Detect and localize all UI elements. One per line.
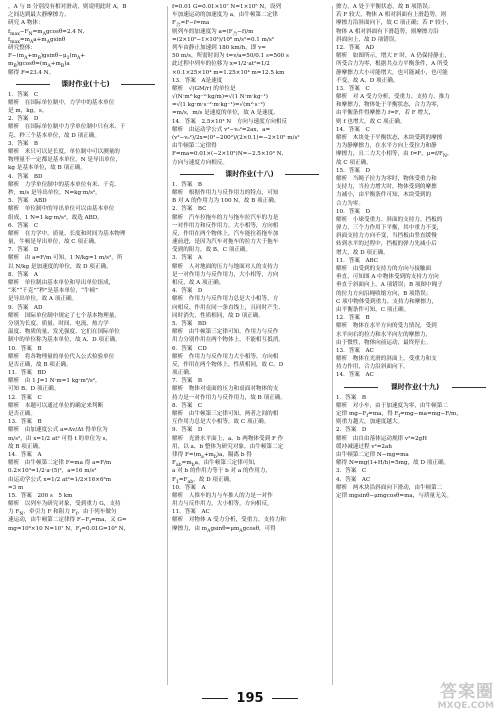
text-line: 和摩擦力，物体处于平衡状态，合力为零， — [336, 102, 443, 109]
text-line: 故 C 项正确。 — [336, 159, 372, 166]
text-line: 若 F 较大，物体 A 相对斜面有上滑趋势，则 — [336, 12, 447, 19]
text-line: 物理量不一定都是基本单位，N 是导出单位， — [8, 157, 121, 164]
text-line: 5．答案 ABD — [8, 198, 47, 205]
text-line: 反，作用在两个物体上，汽车能拉着拖车加 — [172, 230, 279, 237]
text-line: 12．答案 B — [336, 315, 370, 322]
text-line: 之间达到最大静摩擦力。 — [8, 12, 70, 19]
section-heading: 课时作业(十七) — [8, 77, 163, 91]
text-line: 2．答案 BC — [172, 206, 207, 213]
text-line: 10．答案 D — [336, 208, 370, 215]
text-line: 13．答案 AC — [336, 347, 374, 354]
text-line: ，A 与 B 分别没有相对滑动，则说明此时 A，B — [8, 4, 127, 10]
text-line: 14．答案 2.5×10³ N 方向与速度方向相反 — [172, 118, 288, 125]
text-line: 互作用力总是大小相等，故 C 项正确。 — [172, 419, 270, 426]
text-line: 解析 物体在光滑的斜面上，受重力和支 — [336, 356, 437, 363]
text-line: 解析 在力学中，质量、长度和时间为基本物理 — [8, 230, 126, 237]
text-line: 解析 由加速度公式 a=Δv/Δt 得单位为 — [8, 427, 108, 434]
text-line: m/s²，由 x=1/2 at² 可得 t 的单位为 s， — [8, 435, 112, 442]
text-line: 持力是一对作用力与反作用力，故 B 项正确。 — [172, 394, 286, 401]
text-line: 律得 $F=(m_a+m_b)a$，隔离 b 得 — [172, 451, 252, 461]
text-line: 的拉力方向沿绳收缩方向，B 项错误； — [336, 290, 432, 297]
page-number: 195 — [0, 691, 500, 706]
text-line: 定律 $mg-F_f=ma$，得 $F_f=mg-ma=mg-F/m$， — [336, 411, 462, 420]
text-line: 由牛顿第二定律 N−mg=ma — [336, 451, 409, 458]
text-line: 解析 如图所示，增大 F 时，A 仍保持静止， — [336, 53, 450, 60]
text-line: 解析 作用力与反作用力总是大小相等、方 — [172, 296, 279, 303]
text-line: 50 m/s，所需时间为 t=v/a=50/0.1 s=500 s — [172, 53, 289, 60]
text-line: =m/s，m/s 是速度的单位，故 A 是速度。 — [172, 110, 279, 117]
text-line: 解得 F=23.4 N。 — [8, 69, 55, 76]
text-line: 摩擦力沿斜面向下，故 C 项正确；若 F 较小， — [336, 20, 452, 27]
text-line: 可知 B、D 项正确。 — [8, 386, 60, 393]
text-line: 物体 A 相对斜面有下滑趋势，则摩擦力沿 — [336, 28, 439, 35]
text-line: 克、秒三个基本单位，故 D 项正确。 — [8, 132, 100, 139]
text-line: 车加速运动的加速度为 a，由牛顿第二定律 — [172, 12, 278, 19]
text-line: 用力分别作用在两个物体上，不能相互抵消。 — [172, 337, 284, 344]
text-line: 方向与速度方向相反。 — [172, 159, 228, 166]
text-line: 力减小，由平衡条件可知，木块受到的 — [336, 192, 432, 199]
text-line: 斜面支持力方向不变，当挡板由竖直缓慢 — [336, 233, 437, 240]
column-divider — [332, 6, 333, 685]
text-line: 6．答案 CD — [172, 345, 207, 352]
text-line: ×0.1×25×10⁴ m=1.25×10⁴ m=12.5 km — [172, 69, 285, 76]
text-line: 解析 由 1 J=1 N·m=1 kg·m²/s²， — [8, 378, 101, 385]
text-line: 解析 对物体 A 受力分析，受重力、支持力和 — [172, 517, 286, 524]
text-line: 解析 由牛顿第三定律可知，作用力与反作 — [172, 329, 279, 336]
text-line: 解析 由 a=F/m 可知，1 N/kg=1 m/s²，所 — [8, 255, 123, 262]
text-line: 解析 根据作用力与反作用力的特点，可知 — [172, 189, 279, 196]
text-line: 解析 本题可以通过单位的确定来判断 — [8, 402, 104, 409]
text-line: 速运动，由牛顿第二定律得 $F-F_f=ma$，又 G= — [8, 517, 127, 526]
text-line: 10．答案 B — [8, 345, 42, 352]
text-line: 此过程中列车的位移为 x=1/2·at²=1/2 — [172, 61, 270, 68]
text-line: $F_1=F_{ab}$，故 D 项正确。 — [172, 476, 235, 485]
text-line: 15．答案 200 s 5 km — [8, 492, 73, 499]
text-line: 由平衡条件可知，C 项正确。 — [336, 306, 410, 313]
text-line: 解析 √(GM/r) 的单位是 — [172, 85, 236, 92]
text-line: 11．答案 AC — [172, 509, 210, 516]
text-line: 是 m，kg，s。 — [8, 108, 48, 115]
text-line: 组成，1 N=1 kg·m/s²，故选 ABD。 — [8, 214, 103, 221]
text-line: 8．答案 A — [8, 271, 38, 278]
text-line: 以 N/kg 是加速度的单位，故 D 项正确。 — [8, 263, 112, 270]
text-line: 解析 由牛顿第二定律 F=ma 得 a=F/m — [8, 460, 112, 467]
text-line: 摩擦力，由 $m_Agsin\theta=\mu m_Agcos\theta$，可得 — [172, 525, 276, 533]
text-line: 7．答案 D — [8, 247, 39, 254]
text-line: 故 B 项正确。 — [8, 443, 44, 450]
text-line: 秒，m/s 是导出单位，N=kg·m/s²。 — [8, 189, 101, 196]
text-line: 垂直于斜面向上，A 项错误；B 项图中绳子 — [336, 282, 443, 289]
text-line: $F-(m_A+m_B)gsin\theta-\mu_1(m_A+$ — [8, 53, 86, 62]
text-line: 解析 人对地面的压力与地面对人的支持力 — [172, 263, 279, 270]
text-line: 静摩擦力大小可能增大，也可能减小，也可能 — [336, 69, 448, 76]
text-line: 14．答案 A — [8, 451, 42, 458]
middle-column — [172, 3, 327, 533]
text-line: 用，以 a、b 整体为研究对象，由牛顿第二定 — [172, 443, 284, 450]
text-line: 合力为零。 — [336, 200, 364, 207]
text-line: 0.2×10³=1/2·a·(5)²，a=16 m/s² — [8, 468, 97, 475]
text-line: 13．答案 B — [8, 419, 42, 426]
text-line: 4．答案 AC — [336, 476, 371, 483]
text-line: 相反，故 A 项正确。 — [172, 280, 225, 286]
text-line: $f_{max}=m_Aa+m_Agsin\theta$ — [8, 36, 66, 45]
watermark-logo: 答案圈 MXQE.COM — [437, 682, 494, 711]
text-line: 弹力，三个力作用下平衡，其中重力不变， — [336, 225, 443, 232]
text-line: 2．答案 D — [8, 116, 39, 123]
text-line: 解析 两木块沿斜面向下滑动，由牛顿第二 — [336, 484, 443, 491]
text-line: 力 $F_N$，牵引力 F 和阻力 $F_f$，由于列车做匀 — [8, 509, 117, 518]
text-line: 垂直，可知图 A 中物体受到的支持力方向 — [336, 274, 439, 281]
text-line: 由运动学公式 x=1/2 at²=1/2×16×6²m — [8, 476, 112, 483]
text-line: =(2×10⁵−1×10⁵)/10⁶ m/s²=0.1 m/s² — [172, 36, 274, 43]
text-line: 不变，故 A、D 项正确。 — [336, 77, 399, 84]
text-line: 解析 力学单位制中的基本单位有米、千克、 — [8, 181, 120, 188]
text-line: 解析 光滑水平面上，a、b 两物体受到 F 作 — [172, 435, 284, 442]
text-line: 5．答案 BD — [172, 320, 207, 327]
text-line: 11．答案 BD — [8, 370, 47, 377]
text-line: 14．答案 C — [336, 126, 370, 133]
text-line: 解析 作用力与反作用力大小相等、方向相 — [172, 353, 279, 360]
text-line: 反，作用在两个物体上，性质相同，故 C、D — [172, 361, 284, 368]
text-line: C 项中物体受到重力、支持力和摩擦力， — [336, 298, 438, 305]
text-line: 斜面向上，故 D 项错误。 — [336, 36, 400, 43]
text-line: 解析 在国际单位制中，力学中的基本单位 — [8, 99, 115, 106]
text-line: 温度、物质的量、发光强度，它们在国际单位 — [8, 329, 120, 336]
text-line: 解析 以列车为研究对象，受到重力 G，支持 — [8, 501, 121, 508]
text-line: 由于惯性，物体向前运动，最终停止。 — [336, 339, 432, 346]
text-line: 解析 在国际单位制中力学单位制中只有米、千 — [8, 124, 126, 131]
text-line: 是一对作用力与反作用力，大小相等，方向 — [172, 271, 279, 278]
right-column — [336, 3, 494, 500]
text-line: 13．答案 C — [336, 85, 370, 92]
text-line: 擦力，A 处于平衡状态，故 B 项错误； — [336, 4, 434, 10]
text-line: 9．答案 D — [172, 427, 203, 434]
text-line: (v²−v₀²)/2x=(0²−200²)/(2×0.1)=−2×10⁵ m/s² — [172, 135, 300, 141]
text-line: 11．答案 ABC — [336, 257, 379, 264]
text-line: 解析 物体在水平方向的受力情况，受到 — [336, 323, 437, 330]
text-line: 水平向右的拉力和水平向左的摩擦力， — [336, 331, 432, 338]
text-line: f=0.01 G=0.01×10⁷ N=1×10⁵ N，设列 — [172, 4, 282, 10]
section-heading: 课时作业(十九) — [336, 380, 494, 394]
text-line: 解析 单位制中的导出单位可以由基本单位 — [8, 206, 115, 213]
column-divider — [167, 6, 168, 685]
text-line: 解析 人推车的力与车推人的力是一对作 — [172, 492, 273, 499]
text-line: =√(1 kg·m·s⁻²·m·kg⁻¹)=√(m²·s⁻²) — [172, 102, 265, 109]
text-line: mg=10⁶×10 N=10⁷ N，$F_f=0.01G=10^5$ N， — [8, 525, 130, 533]
text-line: “米”“千克”“秒”是基本单位，“牛顿” — [8, 288, 99, 295]
text-line: 是否正确。 — [8, 411, 36, 417]
text-line: 所受合力为零，根据共点力平衡条件，A 所受 — [336, 61, 449, 68]
text-line: 3．答案 C — [336, 468, 367, 475]
text-line: 15．答案 D — [336, 167, 370, 174]
text-line: 12．答案 C — [8, 394, 42, 401]
text-line: 同时消失，性质相同，故 D 项正确。 — [172, 312, 264, 319]
text-line: 由平衡条件得摩擦力 f=F，若 F 增大， — [336, 110, 435, 117]
text-line: 6．答案 C — [8, 222, 39, 229]
text-line: 由牛顿第二定律得 — [172, 143, 217, 150]
text-line: 7．答案 B — [172, 378, 203, 385]
text-line: B 对 A 的作用力为 100 N，故 B 项正确。 — [172, 198, 280, 205]
text-line: 解析 对小车，由于加速度为零，由牛顿第二 — [336, 402, 448, 409]
text-line: 4．答案 BD — [8, 173, 43, 180]
text-line: 解析 将各物理量的单位代入公式检验单位 — [8, 353, 115, 360]
text-line: 解析 对 A 受力分析，受重力、支持力、推力 — [336, 94, 450, 101]
section-heading: 课时作业(十八) — [172, 167, 327, 181]
text-line: 增大，故 D 项正确。 — [336, 249, 389, 256]
text-line: 13．答案 A是速度 — [172, 77, 223, 84]
text-line: $F_{ab}=m_ba$，由牛顿第三定律可知， — [172, 460, 260, 469]
text-line: 解析 小球受重力、斜面的支持力、挡板的 — [336, 216, 443, 223]
text-line: 解析 物体对桌面的压力和桌面对物体的支 — [172, 386, 279, 393]
text-line: F=ma=0.01×(−2×10⁵)N=−2.5×10³ N， — [172, 151, 288, 158]
left-column — [8, 3, 163, 533]
text-line: 14．答案 AC — [336, 372, 374, 379]
text-line: 分别为长度、质量、时间、电流、热力学 — [8, 320, 109, 327]
text-line: 解析 由受到的支持力的方向与接触面 — [336, 266, 432, 272]
text-line: 定律 mgsinθ−μmgcosθ=ma，与质量无关。 — [336, 492, 452, 499]
text-line: 4．答案 D — [172, 288, 203, 295]
text-line: 2．答案 D — [336, 427, 367, 434]
text-line: 1．答案 C — [8, 91, 39, 98]
text-line: 速前进，是因为汽车对拖车的拉力大于拖车 — [172, 239, 279, 246]
text-line: 10．答案 A — [172, 484, 206, 491]
text-line: 则重力越大，加速度越大。 — [336, 419, 404, 426]
text-line: $F_合=F-f=ma$ — [172, 20, 210, 29]
text-line: 摩擦力，且二力大小相等，由 f=F，$\mu=f/F_N$， — [336, 151, 453, 160]
text-line: 解析 木块处于平衡状态，木块受到的摩擦 — [336, 135, 443, 141]
text-line: $m_B)gcos\theta=(m_A+m_B)a$ — [8, 61, 70, 70]
text-line: 量，牛顿是导出单位，故 C 项正确。 — [8, 239, 100, 246]
text-line: 项正确。 — [172, 370, 195, 377]
text-line: 列车由静止加速到 180 km/h，即 v= — [172, 44, 266, 51]
text-line: 受到的阻力，故 B、C 项正确。 — [172, 247, 252, 254]
text-line: 12．答案 AD — [336, 44, 375, 51]
text-line: 解析 由自由落体运动规律 v²=2gH — [336, 435, 428, 442]
text-line: 则 f 也增大，故 C 项正确。 — [336, 118, 406, 125]
text-line: √(N·m²·kg⁻²·kg/m)=√(1 N·m·kg⁻¹) — [172, 94, 268, 101]
text-line: 是导出单位，故 A 项正确。 — [8, 296, 78, 303]
text-line: =3 m — [8, 484, 24, 491]
text-line: kg 是基本单位，故 B 项正确。 — [8, 165, 86, 172]
text-line: 向相反、作用在同一条直线上，且同时产生、 — [172, 304, 284, 311]
text-line: 3．答案 B — [8, 140, 39, 147]
text-line: 一对作用力和反作用力，大小相等，方向相 — [172, 222, 279, 229]
text-line: 解析 米只可以是长度，单位制中可以测量的 — [8, 149, 120, 155]
text-line: 持力作用，合力沿斜面向下。 — [336, 364, 409, 371]
text-line: 8．答案 C — [172, 402, 203, 409]
text-line: 研究 A 物体： — [8, 20, 44, 27]
text-line: 解析 单位制由基本单位和导出单位组成， — [8, 280, 115, 286]
text-line: 力为静摩擦力，在水平方向上受拉力和静 — [336, 143, 437, 150]
text-line: 9．答案 AD — [8, 304, 43, 311]
text-line: 用力与反作用力，大小相等，方向相反。 — [172, 501, 273, 508]
text-line: 是否正确，故 B 项正确。 — [8, 361, 72, 368]
text-line: 解析 国际单位制中规定了七个基本物理量， — [8, 312, 120, 319]
text-line: $f_{max}-F_N=m_Agcos\theta=2.4$ N， — [8, 28, 89, 37]
text-line: 转到水平的过程中，挡板的弹力先减小后 — [336, 241, 437, 248]
text-line: 3．答案 A — [172, 255, 202, 262]
text-line: 解析 由运动学公式 v²−v₀²=2ax，a= — [172, 126, 271, 133]
text-line: 解析 由牛顿第三定律可知，两者之间的相 — [172, 411, 279, 417]
text-line: a 对 b 的作用力等于 b 对 a 的作用力， — [172, 468, 271, 475]
text-line: 解析 汽车拉拖车的力与拖车拉汽车的力是 — [172, 214, 279, 221]
text-line: 研究整体： — [8, 44, 36, 51]
text-line: 制中的单位称为基本单位，故 A、D 项正确。 — [8, 337, 121, 344]
text-line: 1．答案 B — [172, 181, 203, 188]
text-line: 支持力，当拉力增大时，物体受到的摩擦 — [336, 184, 437, 191]
text-line: 缓冲减速过程 v²=2ah — [336, 443, 392, 450]
text-line: 则列车的加速度为 $a=(F_合-f)/m$ — [172, 28, 254, 37]
text-line: 1．答案 B — [336, 394, 367, 401]
text-line: 解析 当绳子拉力为零时，物体受重力和 — [336, 175, 437, 182]
text-line: 解得 N=mg(1+H/h)=5mg，故 D 项正确。 — [336, 460, 450, 467]
